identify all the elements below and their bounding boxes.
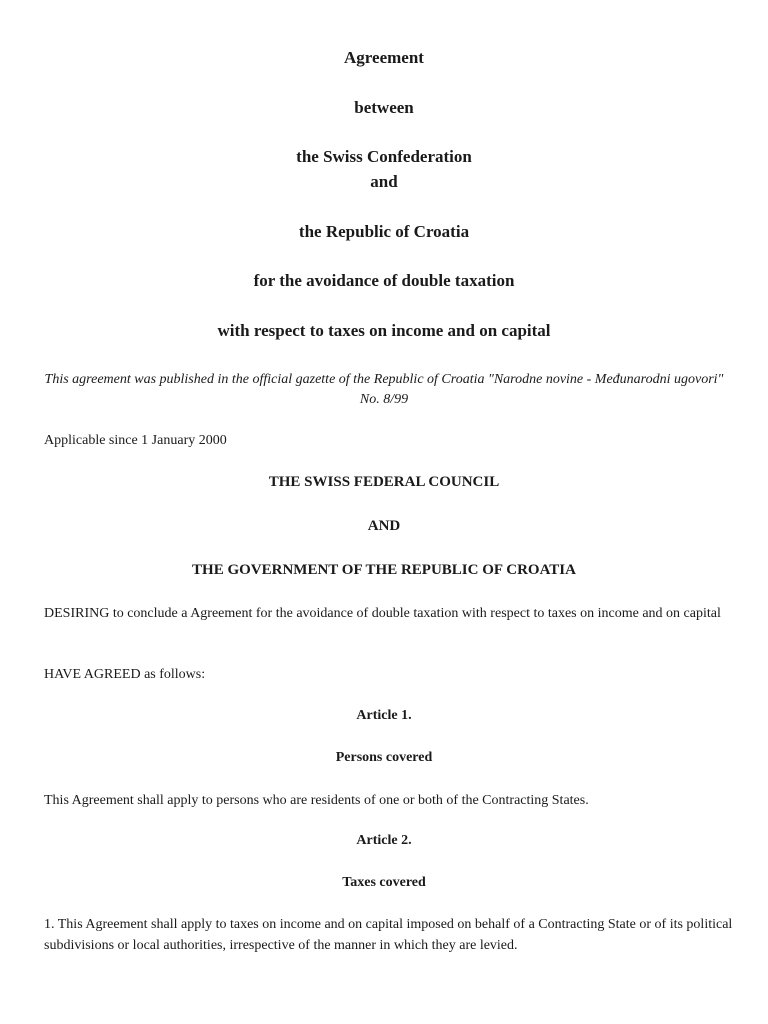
article-1-heading: Persons covered	[335, 750, 433, 765]
article-1-number: Article 1.	[356, 708, 412, 723]
article-1-text: This Agreement shall apply to persons who are residents of one or both of the Contracting States.	[44, 793, 589, 808]
preamble-agreed: HAVE AGREED as follows:	[44, 667, 206, 682]
publication-note: This agreement was published in the official gazette of the Republic of Croatia "Narodne novine - Međunarodni ugovori" No. 8/99	[44, 372, 724, 407]
title-avoidance: for the avoidance of double taxation	[253, 271, 515, 290]
preamble-desiring: DESIRING to conclude a Agreement for the avoidance of double taxation with respect to taxes on income and on capital	[44, 606, 721, 621]
title-agreement: Agreement	[344, 48, 424, 67]
article-2-number: Article 2.	[356, 833, 412, 848]
title-swiss-confederation: the Swiss Confederation	[296, 147, 472, 166]
party-conjunction: AND	[367, 518, 401, 534]
party-government-croatia: THE GOVERNMENT OF THE REPUBLIC OF CROATIA	[192, 562, 576, 578]
party-swiss-federal-council: THE SWISS FEDERAL COUNCIL	[268, 474, 500, 490]
title-and: and	[370, 172, 398, 191]
applicable-since: Applicable since 1 January 2000	[44, 433, 227, 448]
title-republic-croatia: the Republic of Croatia	[298, 222, 470, 241]
title-between: between	[354, 98, 414, 117]
article-2-heading: Taxes covered	[342, 875, 426, 890]
article-2-text: 1. This Agreement shall apply to taxes on income and on capital imposed on behalf of a Contracting State or of its political subdivisions or local authorities, irrespective of the manner in which they are levied.	[44, 917, 733, 953]
title-income-capital: with respect to taxes on income and on capital	[217, 321, 551, 340]
